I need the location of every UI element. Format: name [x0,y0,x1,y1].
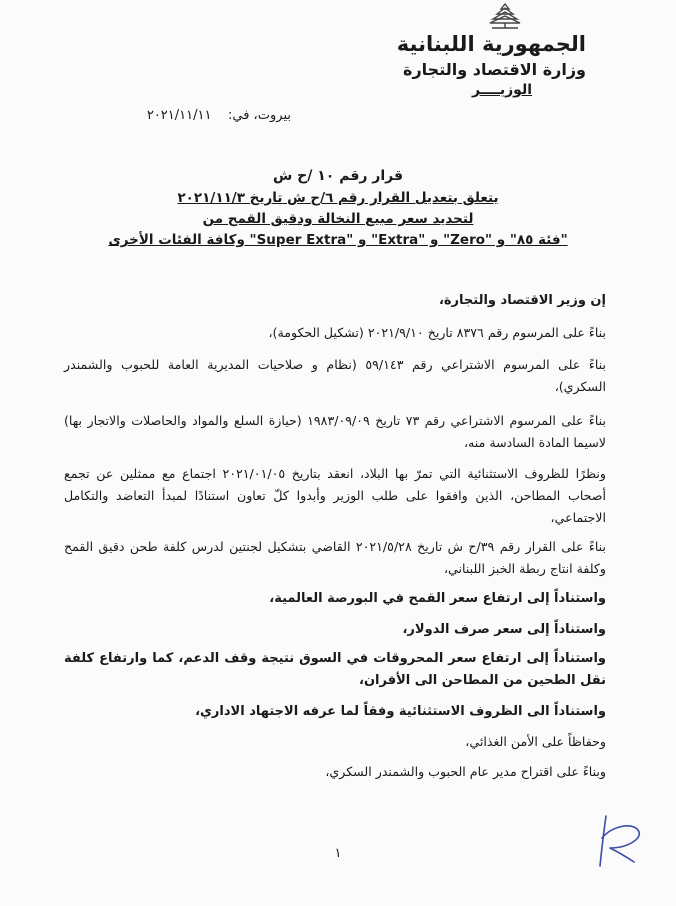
minister-label: الوزيــــر [472,82,532,98]
republic-name: الجمهورية اللبنانية [396,32,586,56]
preamble-clause: ونظرًا للظروف الاستثنائية التي تمرّ بها البلاد، انعقد بتاريخ ٢٠٢١/٠١/٠٥ اجتماع مع ممثلين عن تجمع أصحاب المطاحن، الذين وافقوا على طلب الوزير وأبدوا كلّ تعاون استنادًا لمبدأ التعاضد والتكامل الاجتماعي، [64,466,606,525]
decision-subject-line-3: "فئة ٨٥" و "Zero" و "Extra" و "Super Extra" وكافة الفئات الأخرى [108,232,568,248]
preamble-clause: واستناداً إلى ارتفاع سعر المحروقات في السوق نتيجة وقف الدعم، كما وارتفاع كلفة نقل الطحين من المطاحن الى الأفران، [64,651,606,688]
date-value: ٢٠٢١/١١/١١ [146,108,212,123]
preamble-clause: بناءً على القرار رقم ٣٩/ح ش تاريخ ٢٠٢١/٥/٢٨ القاضي بتشكيل لجنتين لدرس كلفة طحن دقيق القمح وكلفة انتاج ربطة الخبز اللبناني، [64,539,606,576]
signature-initials [588,808,650,872]
preamble-clause: بناءً على المرسوم الاشتراعي رقم ٥٩/١٤٣ (نظام و صلاحيات المديرية العامة للحبوب والشمندر السكري)، [64,357,606,394]
preamble-clause: واستناداً إلى سعر صرف الدولار، [402,622,606,637]
preamble-clause: بناءً على المرسوم رقم ٨٣٧٦ تاريخ ٢٠٢١/٩/١٠ (تشكيل الحكومة)، [268,325,606,340]
preamble-clause: واستناداً الى الظروف الاستثنائية وفقاً لما عرفه الاجتهاد الاداري، [195,704,606,719]
preamble-clause: وحفاظاً على الأمن الغذائي، [465,734,606,749]
ministry-name: وزارة الاقتصاد والتجارة [403,60,586,79]
decision-number: قرار رقم ١٠ /ح ش [272,168,404,184]
cedar-emblem-icon [484,2,526,30]
decision-subject-line-2: لتحديد سعر مبيع النخالة ودقيق القمح من [202,211,474,227]
preamble-clause: بناءً على المرسوم الاشتراعي رقم ٧٣ تاريخ ١٩٨٣/٠٩/٠٩ (حيازة السلع والمواد والحاصلات والاتجار بها) لاسيما المادة السادسة منه، [64,413,606,450]
preamble-clause: وبناءً على اقتراح مدير عام الحبوب والشمندر السكري، [325,764,606,779]
date-line [147,108,291,123]
page-number: ١ [334,846,342,861]
decision-subject-line-1: يتعلق بتعديل القرار رقم ٦/ح ش تاريخ ٢٠٢١/١١/٣ [177,190,499,206]
date-label: بيروت، في: [228,108,291,123]
preamble-clause: واستناداً إلى ارتفاع سعر القمح في البورصة العالمية، [269,591,606,606]
preamble-opening: إن وزير الاقتصاد والتجارة، [438,293,606,308]
